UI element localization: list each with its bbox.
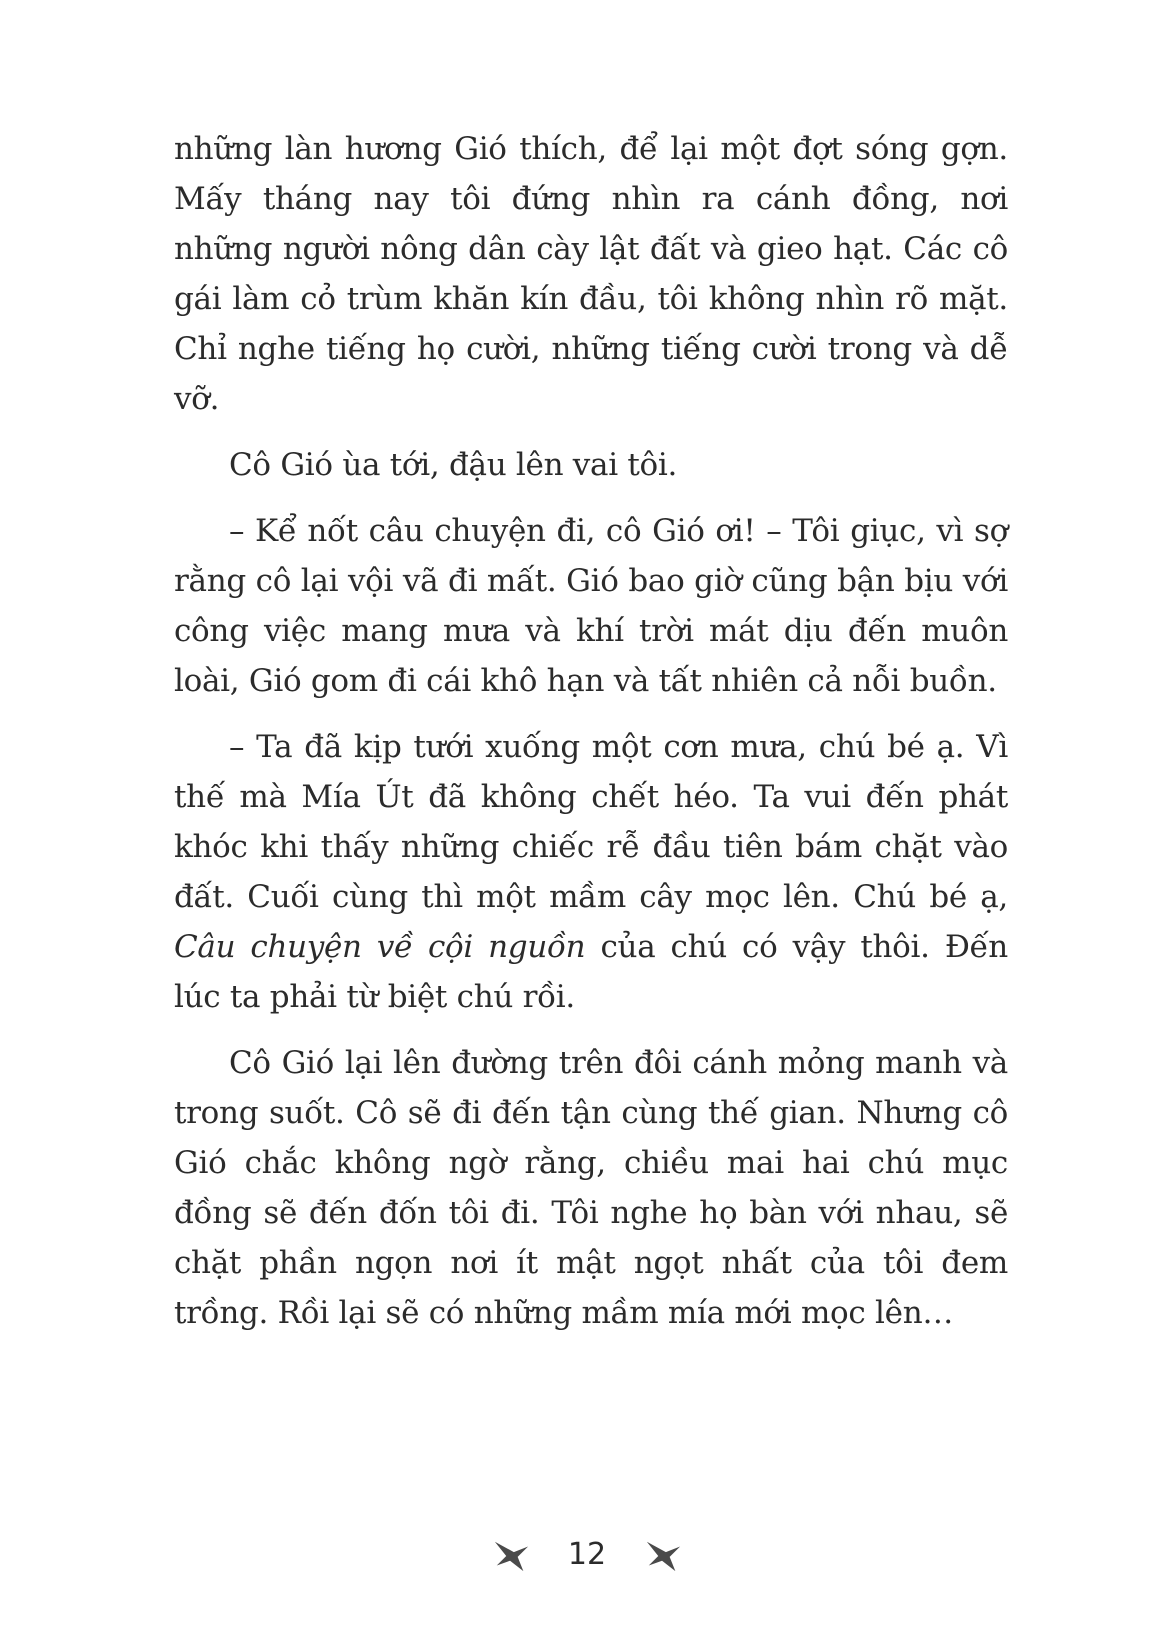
body-text [174,124,1008,1354]
paragraph-2: Cô Gió ùa tới, đậu lên vai tôi. [229,447,678,483]
paragraph-4-text-after: của chú có vậy thôi. Đến lúc ta phải từ biệt chú rồi. [174,929,1008,1015]
paragraph-3: – Kể nốt câu chuyện đi, cô Gió ơi! – Tôi giục, vì sợ rằng cô lại vội vã đi mất. Gió bao giờ cũng bận bịu với công việc mang mưa và khí trời mát dịu đến muôn loài, Gió gom đi cái khô hạn và tất nhiên cả nỗi buồn. [174,513,1008,699]
italic-story-title: Câu chuyện về cội nguồn [174,929,586,965]
page-footer [0,1530,1174,1580]
paragraph-4-text-before: – Ta đã kịp tưới xuống một cơn mưa, chú bé ạ. Vì thế mà Mía Út đã không chết héo. Ta vui đến phát khóc khi thấy những chiếc rễ đầu tiên bám chặt vào đất. Cuối cùng thì một mầm cây mọc lên. Chú bé ạ, [174,729,1008,915]
page-number: 12 [567,1537,607,1572]
paragraph-4 [174,722,1008,1022]
star-icon [644,1536,682,1574]
paragraph-1: những làn hương Gió thích, để lại một đợt sóng gợn. Mấy tháng nay tôi đứng nhìn ra cánh đồng, nơi những người nông dân cày lật đất và gieo hạt. Các cô gái làm cỏ trùm khăn kín đầu, tôi không nhìn rõ mặt. Chỉ nghe tiếng họ cười, những tiếng cười trong và dễ vỡ. [174,131,1008,417]
star-icon [492,1536,530,1574]
paragraph-5: Cô Gió lại lên đường trên đôi cánh mỏng manh và trong suốt. Cô sẽ đi đến tận cùng thế gian. Nhưng cô Gió chắc không ngờ rằng, chiều mai hai chú mục đồng sẽ đến đốn tôi đi. Tôi nghe họ bàn với nhau, sẽ chặt phần ngọn nơi ít mật ngọt nhất của tôi đem trồng. Rồi lại sẽ có những mầm mía mới mọc lên… [174,1045,1008,1331]
